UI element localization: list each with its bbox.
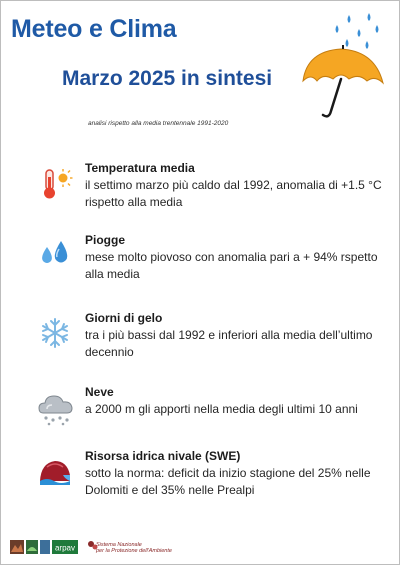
summary-item-snow-water [37, 449, 387, 505]
baseline-note: analisi rispetto alla media trentennale 1991-2020 [88, 120, 229, 127]
summary-item-snow [37, 385, 387, 441]
summary-item-frost-days [37, 311, 387, 367]
item-text: mese molto piovoso con anomalia pari a + 94% rspetto alla media [85, 250, 378, 281]
item-title: Temperatura media [85, 161, 195, 175]
item-text: a 2000 m gli apporti nella media degli ultimi 10 anni [85, 402, 358, 416]
page-subtitle: Marzo 2025 in sintesi [62, 67, 273, 90]
raindrops-icon [37, 237, 75, 275]
umbrella-rain-icon [297, 11, 389, 123]
summary-item-temperature [37, 161, 387, 217]
item-title: Neve [85, 385, 114, 399]
snpa-line-2: per la Protezione dell'Ambiente [96, 548, 172, 554]
item-title: Giorni di gelo [85, 311, 163, 325]
snpa-line-1: Sistema Nazionale [96, 542, 142, 548]
item-text: sotto la norma: deficit da inizio stagione del 25% nelle Dolomiti e del 35% nelle Prealpi [85, 466, 371, 497]
snpa-logo-text [96, 542, 172, 554]
page-title: Meteo e Clima [11, 15, 177, 43]
item-text: tra i più bassi dal 1992 e inferiori alla media dell’ultimo decennio [85, 328, 373, 359]
snowflake-icon [37, 315, 75, 353]
snow-water-resource-icon [37, 453, 75, 491]
snow-cloud-icon [37, 389, 75, 427]
item-title: Risorsa idrica nivale (SWE) [85, 449, 241, 463]
thermometer-sun-icon [37, 165, 75, 203]
arpav-logo [10, 540, 78, 554]
item-title: Piogge [85, 233, 126, 247]
item-text: il settimo marzo più caldo dal 1992, anomalia di +1.5 °C rispetto alla media [85, 178, 382, 209]
arpav-logo-text: arpav [54, 543, 76, 553]
summary-item-rain [37, 233, 387, 289]
